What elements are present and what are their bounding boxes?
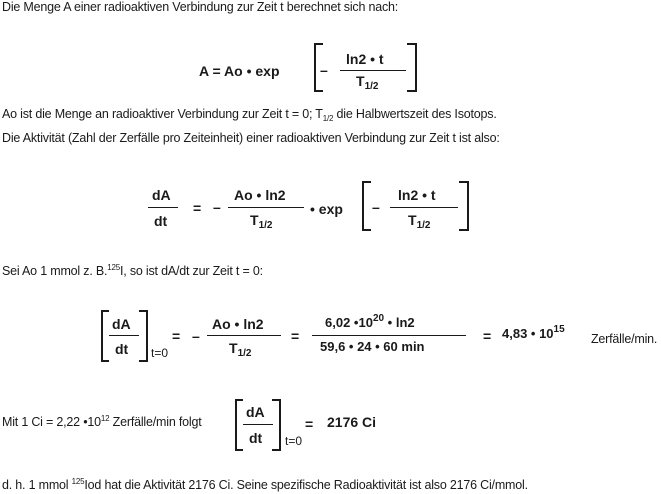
- eq2-f-den: $T_{1/2}$: [250, 212, 273, 231]
- eq3-lhs-den: dt: [115, 341, 129, 357]
- eq2-g-bar: [390, 207, 458, 208]
- ci-value: 2176 Ci: [327, 414, 377, 430]
- eq2-bracket-left: [362, 181, 364, 231]
- eq1-fraction-bar: [340, 70, 406, 71]
- eq3-f-bar: [207, 335, 281, 336]
- eq3-equals-3: =: [483, 328, 492, 344]
- eq2-lhs-num: dA: [152, 187, 171, 203]
- eq3-lhs-num: dA: [112, 316, 131, 332]
- eq2-lhs-bar: [148, 207, 178, 208]
- eq3-equals: =: [172, 328, 181, 344]
- ci-den: dt: [249, 430, 263, 446]
- ci-text: Mit 1 Ci = 2,22 $•10^{12}$ Zerfälle/min folgt: [2, 414, 202, 429]
- eq1-minus: –: [320, 62, 328, 78]
- eq3-f-num: Ao • ln2: [212, 316, 264, 332]
- eq3-unit: Zerfälle/min.: [591, 332, 658, 346]
- eq3-bracket-right: [146, 310, 148, 362]
- ci-equals: =: [305, 416, 314, 432]
- eq1-denominator: $T_{1/2}$: [356, 73, 379, 92]
- eq1-bracket-left: [314, 43, 316, 92]
- eq2-lhs-den: dt: [154, 213, 168, 229]
- definition-text: Ao ist die Menge an radioaktiver Verbindung zur Zeit t = 0; $T_{1/2}$ die Halbwertszeit des Isotops.: [2, 107, 497, 123]
- eq2-g-num: ln2 • t: [398, 187, 436, 203]
- eq3-bracket-left: [101, 310, 103, 362]
- ci-num: dA: [246, 404, 265, 420]
- eq3-minus: –: [192, 328, 200, 344]
- eq3-f-den: $T_{1/2}$: [229, 340, 252, 359]
- eq2-minus2: –: [372, 199, 380, 215]
- conclusion-text: d. h. 1 mmol $^{125}$Iod hat die Aktivität 2176 Ci. Seine spezifische Radioaktivität ist also 2176 Ci/mmol.: [2, 477, 528, 492]
- eq2-minus: –: [213, 199, 221, 215]
- eq2-f-num: Ao • ln2: [234, 187, 286, 203]
- eq3-denominator: 59,6 • 24 • 60 min: [320, 339, 425, 354]
- ci-bar: [243, 424, 273, 425]
- eq2-g-den: $T_{1/2}$: [408, 212, 431, 231]
- eq2-exp: • exp: [310, 201, 343, 217]
- eq2-bracket-right: [467, 181, 469, 231]
- eq3-equals-2: =: [291, 328, 300, 344]
- assumption-text: Sei Ao 1 mmol z. B.$^{125}$I, so ist dA/dt zur Zeit t = 0:: [2, 263, 263, 278]
- activity-text: Die Aktivität (Zahl der Zerfälle pro Zeiteinheit) einer radioaktiven Verbindung zur Zeit t ist also:: [2, 131, 500, 145]
- eq1-numerator: ln2 • t: [346, 51, 384, 67]
- ci-bracket-right: [279, 399, 281, 451]
- eq3-result: 4,83 • $10^{15}$: [502, 324, 565, 341]
- intro-text: Die Menge A einer radioaktiven Verbindung zur Zeit t berechnet sich nach:: [2, 0, 399, 14]
- ci-bracket-left: [235, 399, 237, 451]
- eq3-lhs-bar: [109, 335, 139, 336]
- eq3-numerator: 6,02 $•10^{20}$ • ln2: [325, 313, 415, 330]
- eq1-bracket-right: [415, 43, 417, 92]
- eq1-lhs: A = Ao • exp: [199, 63, 280, 79]
- eq2-equals: =: [193, 200, 202, 216]
- eq3-main-bar: [312, 335, 466, 336]
- eq2-f-bar: [228, 207, 304, 208]
